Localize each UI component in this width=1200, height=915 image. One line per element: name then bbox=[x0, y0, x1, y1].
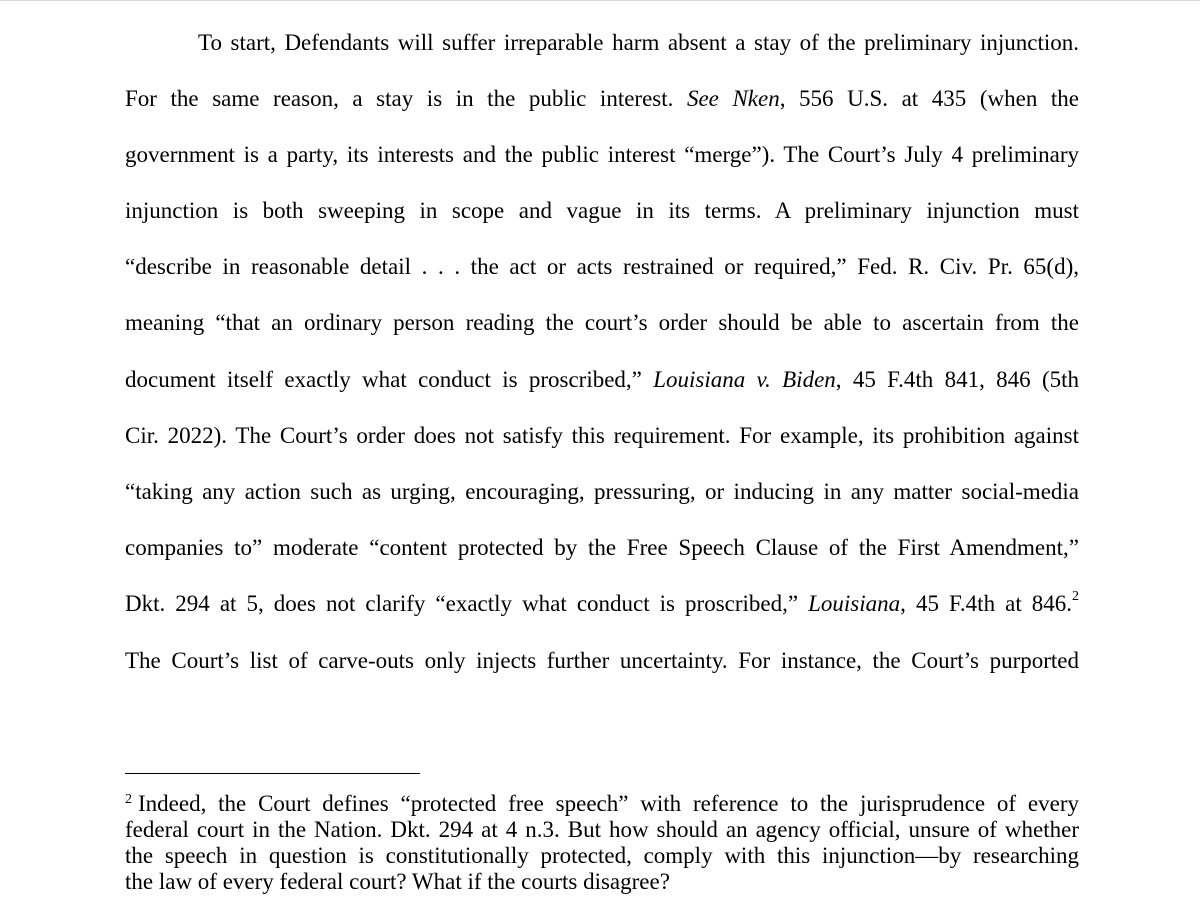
footnote-text: federal court in the Nation. Dkt. 294 at 4 n.3. But how should an agency official, unsure of whether bbox=[125, 817, 1079, 842]
text-segment: The Court’s list of carve-outs only injects further uncertainty. For instance, the Court’s purported bbox=[125, 648, 1079, 673]
paragraph-line bbox=[125, 308, 1079, 338]
paragraph-line bbox=[125, 589, 1079, 619]
text-segment: companies to” moderate “content protected by the Free Speech Clause of the First Amendment,” bbox=[125, 535, 1079, 560]
text-segment: government is a party, its interests and the public interest “merge”). The Court’s July 4 preliminary bbox=[125, 142, 1079, 167]
text-segment: , 45 F.4th at 846. bbox=[900, 591, 1072, 616]
paragraph-line bbox=[125, 84, 1079, 114]
footnote-line bbox=[125, 843, 1079, 868]
footnote-reference: 2 bbox=[1072, 589, 1079, 605]
paragraph-line bbox=[125, 196, 1079, 226]
text-segment: Dkt. 294 at 5, does not clarify “exactly what conduct is proscribed,” bbox=[125, 591, 809, 616]
case-citation-italic: Louisiana v. Biden bbox=[653, 367, 836, 392]
text-segment: , 556 U.S. at 435 (when the bbox=[779, 86, 1080, 111]
paragraph-line bbox=[125, 140, 1079, 170]
text-segment: Cir. 2022). The Court’s order does not satisfy this requirement. For example, its prohibition against bbox=[125, 423, 1079, 448]
text-segment: injunction is both sweeping in scope and vague in its terms. A preliminary injunction must bbox=[125, 198, 1079, 223]
paragraph-line bbox=[125, 477, 1079, 507]
paragraph-line bbox=[125, 421, 1079, 451]
footnote-separator bbox=[125, 773, 420, 774]
text-segment: , 45 F.4th 841, 846 (5th bbox=[835, 367, 1080, 392]
footnote-line bbox=[125, 869, 1079, 894]
case-citation-italic: Louisiana bbox=[808, 591, 901, 616]
text-segment: “taking any action such as urging, encouraging, pressuring, or inducing in any matter social-media bbox=[125, 479, 1079, 504]
text-segment: For the same reason, a stay is in the public interest. bbox=[125, 86, 687, 111]
footnote-text: the law of every federal court? What if the courts disagree? bbox=[125, 869, 670, 894]
paragraph-line bbox=[125, 252, 1079, 282]
footnote-text: the speech in question is constitutionally protected, comply with this injunction—by researching bbox=[125, 843, 1079, 868]
footnote-line bbox=[125, 817, 1079, 842]
paragraph-line bbox=[125, 365, 1079, 395]
case-citation-italic: See Nken bbox=[686, 86, 780, 111]
footnote-text: Indeed, the Court defines “protected free speech” with reference to the jurisprudence of every bbox=[138, 791, 1079, 816]
text-segment: meaning “that an ordinary person reading the court’s order should be able to ascertain from the bbox=[125, 310, 1079, 335]
paragraph-line bbox=[125, 533, 1079, 563]
paragraph-line bbox=[198, 28, 1079, 58]
footnote-number: 2 bbox=[125, 792, 132, 807]
paragraph-line bbox=[125, 646, 1079, 676]
text-segment: “describe in reasonable detail . . . the act or acts restrained or required,” Fed. R. Civ. Pr. 65(d), bbox=[125, 254, 1079, 279]
footnote-line bbox=[125, 791, 1079, 820]
text-segment: document itself exactly what conduct is proscribed,” bbox=[125, 367, 654, 392]
text-segment: To start, Defendants will suffer irreparable harm absent a stay of the preliminary injunction. bbox=[198, 30, 1079, 55]
top-edge-rule bbox=[0, 0, 1200, 1]
